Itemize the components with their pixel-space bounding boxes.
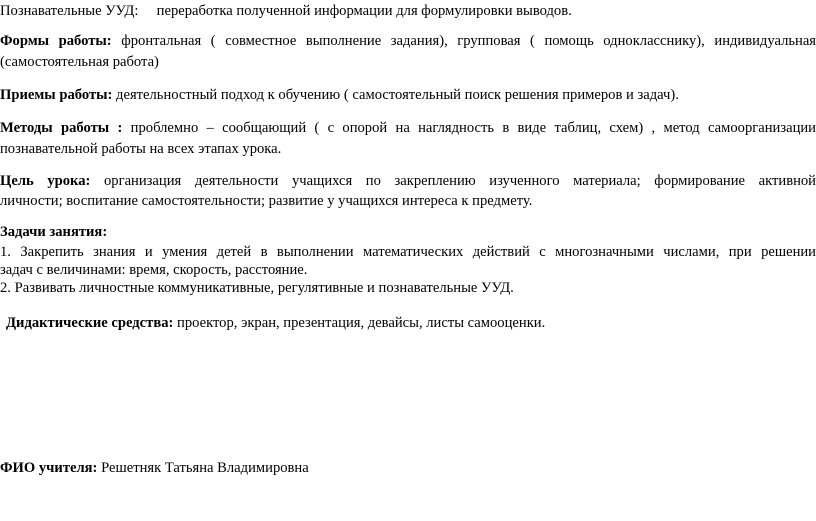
task-2-text: 2. Развивать личностные коммуникативные, регулятивные и познавательные УУД. [0,280,514,296]
methods-line-2 [0,138,816,160]
uud-label: Познавательные УУД: [0,3,139,19]
methods-line-1 [0,117,816,139]
teacher-name: Решетняк Татьяна Владимировна [101,460,309,476]
goal-line-1 [0,170,816,192]
goal-text-1: организация деятельности учащихся по закреплению изученного материала; формирование активной [103,173,816,189]
goal-line-2 [0,190,816,212]
techniques-text: деятельностный подход к обучению ( самостоятельный поиск решения примеров и задач). [116,87,679,103]
forms-line-1 [0,30,816,52]
techniques-label: Приемы работы: [0,87,113,103]
tasks-label: Задачи занятия: [0,224,108,240]
forms-label: Формы работы: [0,33,112,49]
task-1-text-2: задач с величинами: время, скорость, расстояние. [0,262,308,278]
teacher-line [0,457,816,479]
task-2-line [0,277,816,299]
goal-label: Цель урока: [0,173,91,189]
uud-line [0,0,816,22]
didactic-label: Дидактические средства: [6,315,174,331]
didactic-line [6,312,816,334]
task-1-text-1: 1. Закрепить знания и умения детей в выполнении математических действий с многозначными числами, при решении [0,244,816,260]
methods-label: Методы работы : [0,120,123,136]
forms-text-2: (самостоятельная работа) [0,54,159,70]
methods-text-2: познавательной работы на всех этапах урока. [0,141,282,157]
goal-text-2: личности; воспитание самостоятельности; развитие у учащихся интереса к предмету. [0,193,533,209]
forms-text-1: фронтальная ( совместное выполнение задания), групповая ( помощь однокласснику), индивидуальная [121,33,816,49]
techniques-line [0,84,816,106]
forms-line-2 [0,51,816,73]
uud-text: переработка полученной информации для формулировки выводов. [156,3,572,19]
methods-text-1: проблемно – сообщающий ( с опорой на наглядность в виде таблиц, схем) , метод самоорганизации [130,120,816,136]
didactic-text: проектор, экран, презентация, девайсы, листы самооценки. [177,315,546,331]
teacher-label: ФИО учителя: [0,460,98,476]
tasks-heading [0,221,816,243]
